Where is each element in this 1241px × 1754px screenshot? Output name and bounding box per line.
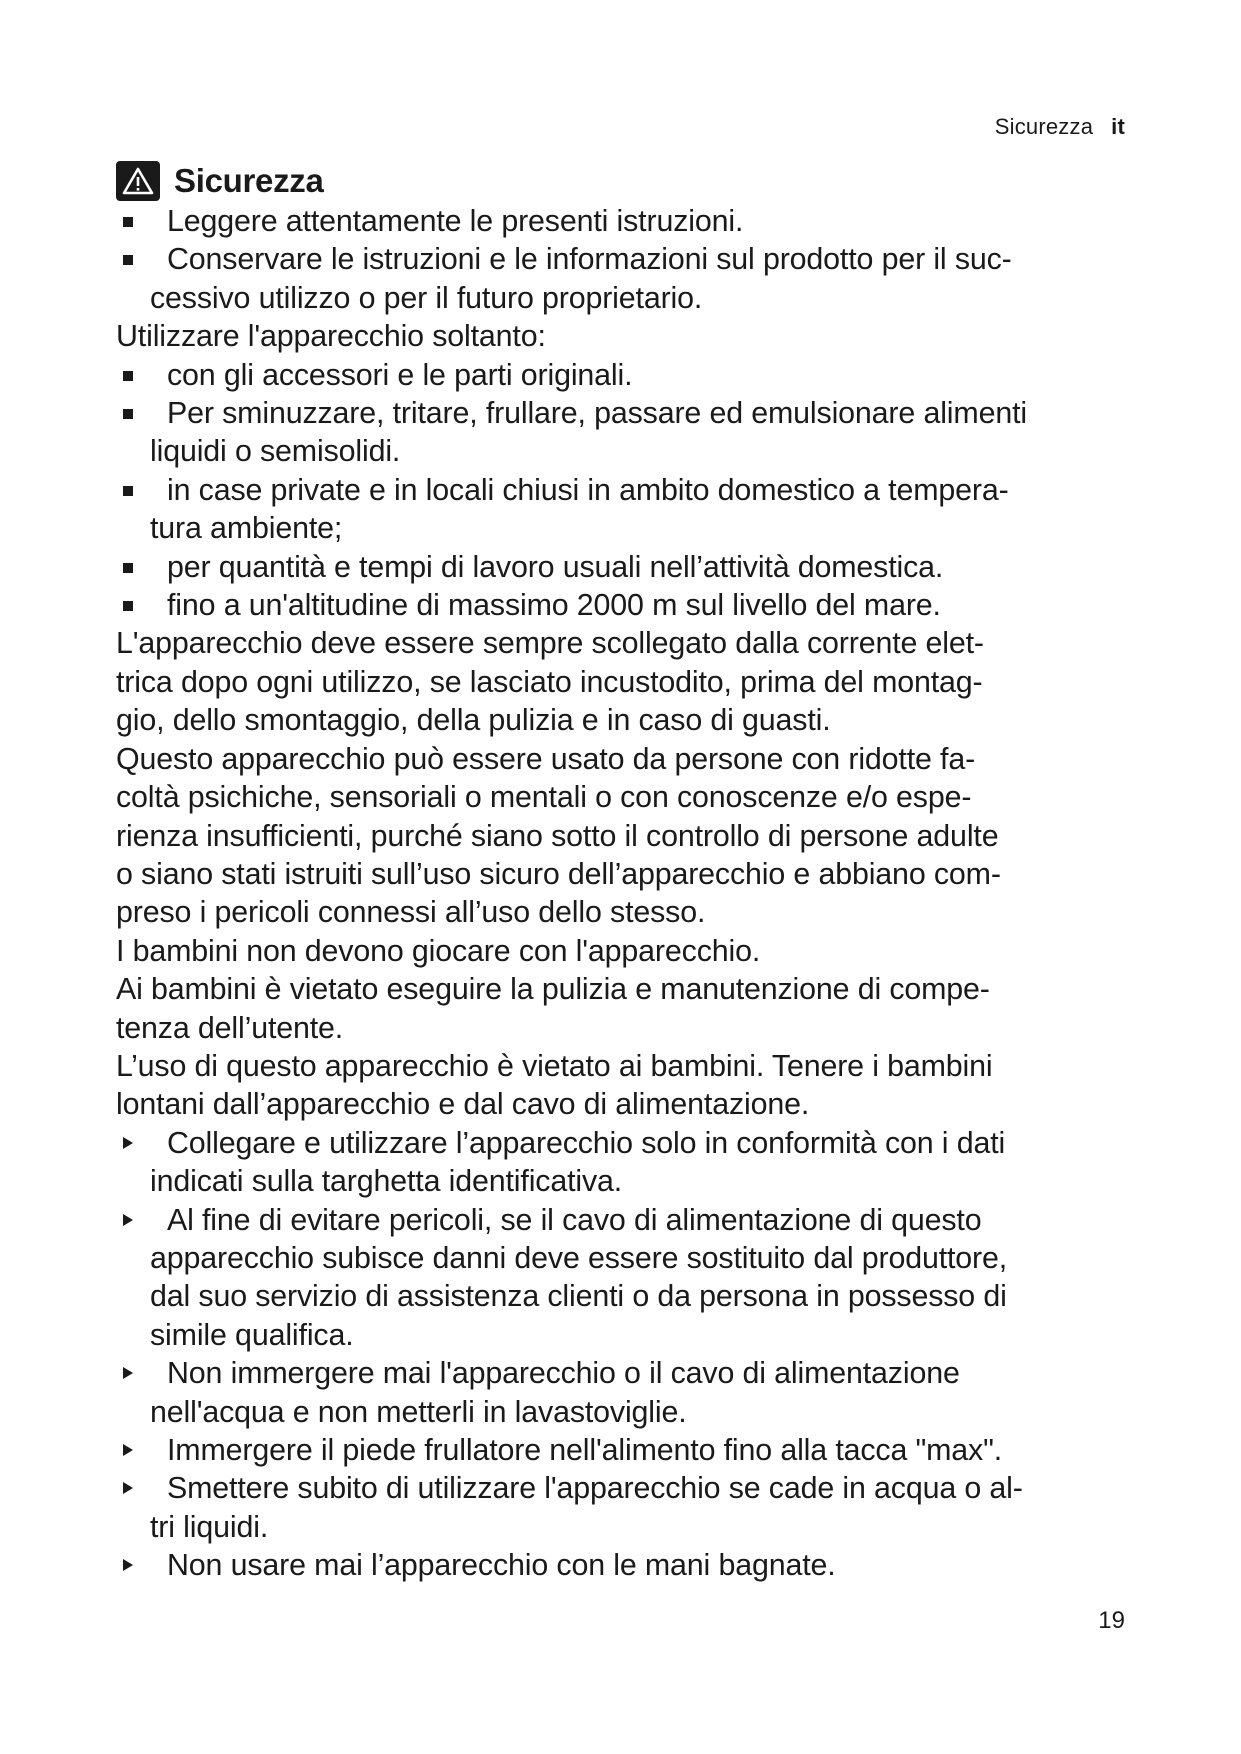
instruction-item <box>116 1546 1146 1584</box>
text-line: Collegare e utilizzare l’apparecchio solo in conformità con i dati <box>167 1125 1006 1160</box>
bullet-item <box>116 356 1146 394</box>
text-line: L'apparecchio deve essere sempre scollegato dalla corrente elet- <box>116 626 984 661</box>
bullet-item <box>116 548 1146 586</box>
text-line: gio, dello smontaggio, della pulizia e in caso di guasti. <box>116 703 831 738</box>
text-line: Smettere subito di utilizzare l'apparecchio se cade in acqua o al- <box>167 1471 1023 1506</box>
text-line: in case private e in locali chiusi in ambito domestico a tempera- <box>167 472 1009 507</box>
text-line: tenza dell’utente. <box>116 1010 344 1045</box>
text-line: tura ambiente; <box>150 511 343 546</box>
page-title: Sicurezza <box>174 162 324 199</box>
text-line: Ai bambini è vietato eseguire la pulizia e manutenzione di compe- <box>116 972 990 1007</box>
instruction-item <box>116 1469 1146 1546</box>
text-line: nell'acqua e non metterli in lavastoviglie. <box>150 1394 687 1429</box>
text-line: simile qualifica. <box>150 1317 354 1352</box>
text-line: L’uso di questo apparecchio è vietato ai bambini. Tenere i bambini <box>116 1048 993 1083</box>
text-line: con gli accessori e le parti originali. <box>167 357 633 392</box>
instruction-item <box>116 1124 1146 1201</box>
text-line: Non immergere mai l'apparecchio o il cavo di alimentazione <box>167 1356 960 1391</box>
instruction-item <box>116 1431 1146 1469</box>
text-line: preso i pericoli connessi all’uso dello stesso. <box>116 895 706 930</box>
instruction-item <box>116 1201 1146 1355</box>
instruction-item <box>116 1354 1146 1431</box>
page-number: 19 <box>1098 1607 1125 1634</box>
text-line: lontani dall’apparecchio e dal cavo di alimentazione. <box>116 1087 810 1122</box>
bullet-item <box>116 471 1146 548</box>
text-line: I bambini non devono giocare con l'apparecchio. <box>116 933 761 968</box>
text-line: Immergere il piede frullatore nell'alimento fino alla tacca "max". <box>167 1433 1003 1467</box>
paragraph <box>116 624 1146 739</box>
paragraph <box>116 932 1146 970</box>
header-language: it <box>1111 114 1125 139</box>
text-line: cessivo utilizzo o per il futuro proprietario. <box>150 280 703 315</box>
text-line: Conservare le istruzioni e le informazioni sul prodotto per il suc- <box>167 242 1012 277</box>
header-section: Sicurezza <box>994 114 1094 139</box>
text-line: indicati sulla targhetta identificativa. <box>150 1164 623 1199</box>
text-line: fino a un'altitudine di massimo 2000 m sul livello del mare. <box>167 588 941 623</box>
warning-triangle-icon <box>116 161 160 201</box>
text-line: tri liquidi. <box>150 1509 269 1544</box>
text-line: coltà psichiche, sensoriali o mentali o con conoscenze e/o espe- <box>116 780 972 815</box>
paragraph <box>116 1047 1146 1124</box>
safety-section <box>116 160 1146 1585</box>
paragraph <box>116 317 1146 355</box>
text-line: rienza insufficienti, purché siano sotto il controllo di persone adulte <box>116 818 999 853</box>
text-line: Non usare mai l’apparecchio con le mani bagnate. <box>167 1548 836 1583</box>
text-line: Leggere attentamente le presenti istruzioni. <box>167 204 744 238</box>
text-line: Per sminuzzare, tritare, frullare, passare ed emulsionare alimenti <box>167 396 1027 431</box>
text-line: Al fine di evitare pericoli, se il cavo di alimentazione di questo <box>167 1202 982 1237</box>
text-line: Questo apparecchio può essere usato da persone con ridotte fa- <box>116 741 976 776</box>
bullet-item <box>116 240 1146 317</box>
text-line: dal suo servizio di assistenza clienti o da persona in possesso di <box>150 1279 1007 1314</box>
text-line: Utilizzare l'apparecchio soltanto: <box>116 319 546 354</box>
bullet-item <box>116 394 1146 471</box>
paragraph <box>116 970 1146 1047</box>
running-header <box>995 114 1125 140</box>
bullet-item <box>116 586 1146 624</box>
section-heading <box>116 160 1146 202</box>
bullet-item <box>116 202 1146 240</box>
text-line: trica dopo ogni utilizzo, se lasciato incustodito, prima del montag- <box>116 664 983 699</box>
text-line: liquidi o semisolidi. <box>150 434 401 469</box>
text-line: per quantità e tempi di lavoro usuali nell’attività domestica. <box>167 549 944 584</box>
text-line: apparecchio subisce danni deve essere sostituito dal produttore, <box>150 1240 1008 1275</box>
text-line: o siano stati istruiti sull’uso sicuro dell’apparecchio e abbiano com- <box>116 856 1001 891</box>
safety-text <box>116 202 1146 1585</box>
paragraph <box>116 740 1146 932</box>
